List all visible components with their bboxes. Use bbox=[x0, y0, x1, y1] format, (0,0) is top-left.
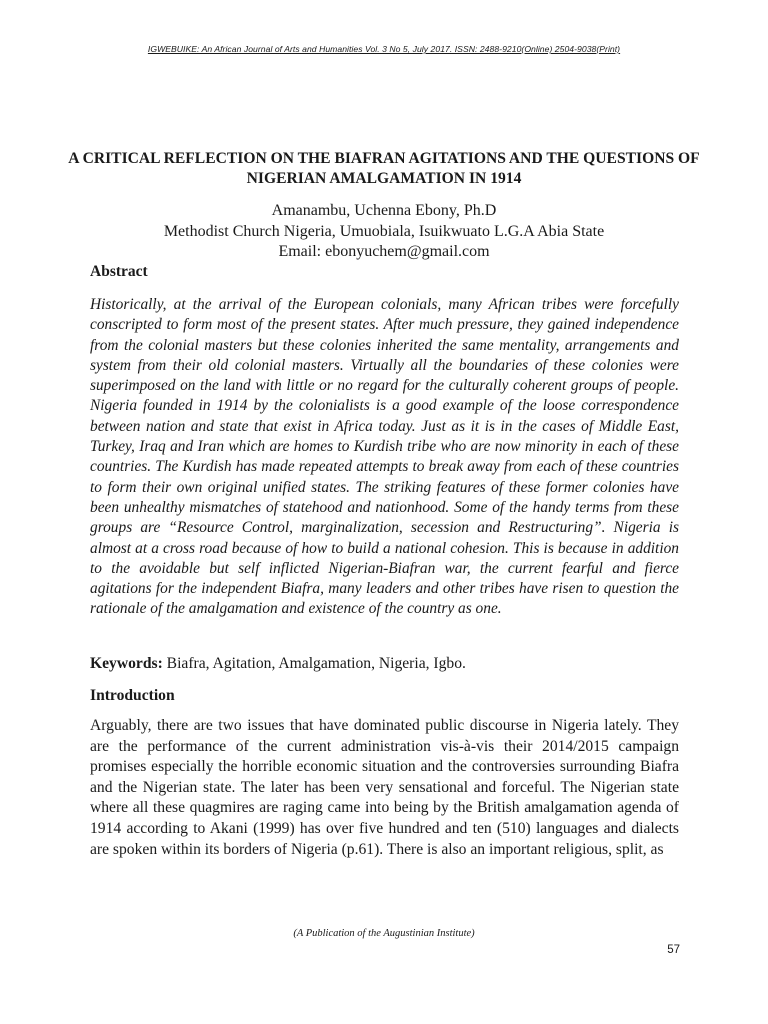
author-block bbox=[60, 201, 708, 263]
page-number: 57 bbox=[667, 944, 680, 956]
author-affiliation: Methodist Church Nigeria, Umuobiala, Isuikwuato L.G.A Abia State bbox=[163, 222, 605, 240]
journal-header: IGWEBUIKE: An African Journal of Arts and Humanities Vol. 3 No 5, July 2017. ISSN: 2488-9210(Online) 2504-9038(Print) bbox=[147, 44, 621, 54]
abstract-text: Historically, at the arrival of the European colonials, many African tribes were forcefully conscripted to form most of the present states. After much pressure, they gained independence from the colonial masters but these colonies inherited the same mentality, arrangements and system from their old colonial masters. Virtually all the boundaries of these colonies were superimposed on the land with little or no regard for the culturally coherent groups of people. Nigeria founded in 1914 by the colonialists is a good example of the loose correspondence between nation and state that exist in Africa today. Just as it is in the cases of Middle East, Turkey, Iraq and Iran which are homes to Kurdish tribe who are now minority in each of these countries. The Kurdish has made repeated attempts to break away from each of these countries to form their own original unified states. The striking features of these former colonies have been unhealthy mismatches of statehood and nationhood. Some of the handy terms from these groups are “Resource Control, marginalization, secession and Restructuring”. Nigeria is almost at a cross road because of how to build a national cohesion. This is because in addition to the avoidable but self inflicted Nigerian-Biafran war, the current fearful and fierce agitations for the independent Biafra, many leaders and other tribes have risen to question the rationale of the amalgamation and existence of the country as one. bbox=[90, 296, 679, 618]
keywords-line bbox=[90, 654, 679, 674]
keywords-label: Keywords: bbox=[90, 655, 163, 672]
article-title: A CRITICAL REFLECTION ON THE BIAFRAN AGITATIONS AND THE QUESTIONS OF NIGERIAN AMALGAMATION IN 1914 bbox=[68, 150, 700, 187]
keywords-text: Biafra, Agitation, Amalgamation, Nigeria, Igbo. bbox=[162, 655, 466, 672]
author-email: Email: ebonyuchem@gmail.com bbox=[278, 243, 490, 260]
abstract-heading: Abstract bbox=[90, 263, 148, 280]
publication-footer: (A Publication of the Augustinian Institute) bbox=[293, 928, 475, 939]
author-name: Amanambu, Uchenna Ebony, Ph.D bbox=[271, 202, 497, 219]
introduction-text: Arguably, there are two issues that have dominated public discourse in Nigeria lately. They are the performance of the current administration vis-à-vis their 2014/2015 campaign promises especially the horrible economic situation and the controversies surrounding Biafra and the Nigerian state. The later has been very sensational and forceful. The Nigerian state where all these quagmires are raging came into being by the British amalgamation agenda of 1914 according to Akani (1999) has over five hundred and ten (510) languages and dialects are spoken within its borders of Nigeria (p.61). There is also an important religious, split, as bbox=[90, 717, 679, 858]
introduction-heading: Introduction bbox=[90, 687, 175, 704]
